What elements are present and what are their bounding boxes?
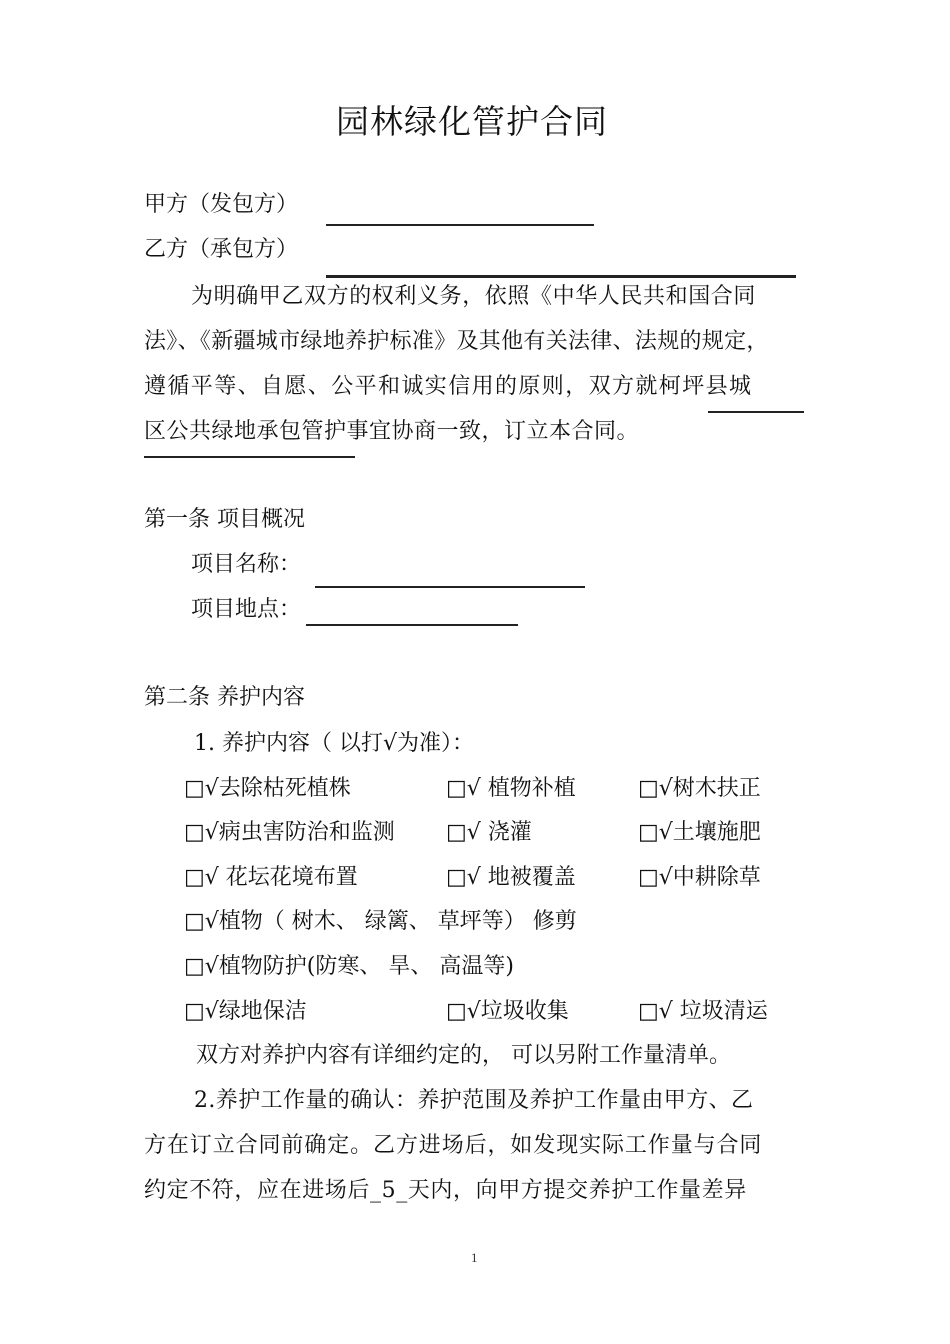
article2-item1: 1. 养护内容（ 以打√为准）： [194,731,474,756]
preamble-line-1: 为明确甲乙双方的权利义务，依照《中华人民共和国合同 [191,284,757,309]
article2-heading: 第二条 养护内容 [144,685,305,710]
checklist-item: □√ 植物补植 [446,776,576,801]
checklist-item: □√树木扶正 [638,776,761,801]
preamble-line-3: 遵循平等、自愿、公平和诚实信用的原则，双方就柯坪县城 [144,374,753,399]
article2-item2-line-1: 2.养护工作量的确认：养护范围及养护工作量由甲方、乙 [194,1088,754,1113]
project-location-blank-line [306,624,518,626]
checklist-item: □√ 地被覆盖 [446,865,576,890]
project-name-label: 项目名称： [191,552,302,577]
checklist-item: □√植物防护(防寒、 旱、 高温等) [184,954,514,979]
article2-item2-line-3: 约定不符，应在进场后_5_天内，向甲方提交养护工作量差异 [144,1178,747,1203]
preamble-line-4: 区公共绿地承包管护事宜协商一致，订立本合同。 [144,419,640,444]
page-number: 1 [471,1250,478,1265]
party-b-label: 乙方（承包方） [144,237,299,262]
project-name-blank-line [315,586,585,588]
checklist-item: □√去除枯死植株 [184,776,351,801]
project-location-label: 项目地点： [191,597,302,622]
checklist-item: □√垃圾收集 [446,999,569,1024]
checklist-item: □√土壤施肥 [638,820,761,845]
party-b-blank-line [326,275,796,278]
checklist-item: □√ 浇灌 [446,820,532,845]
checklist-item: □√植物（ 树木、 绿篱、 草坪等） 修剪 [184,909,577,934]
party-a-label: 甲方（发包方） [144,192,299,217]
article2-note: 双方对养护内容有详细约定的， 可以另附工作量清单。 [196,1043,731,1068]
article1-heading: 第一条 项目概况 [144,507,305,532]
party-a-blank-line [326,224,594,226]
preamble-underline-2 [144,456,355,458]
article2-item2-line-2: 方在订立合同前确定。乙方进场后，如发现实际工作量与合同 [144,1133,763,1158]
checklist-item: □√中耕除草 [638,865,761,890]
checklist-item: □√绿地保洁 [184,999,307,1024]
checklist-item: □√ 花坛花境布置 [184,865,358,890]
checklist-item: □√ 垃圾清运 [638,999,768,1024]
document-title: 园林绿化管护合同 [336,102,608,141]
checklist-item: □√病虫害防治和监测 [184,820,395,845]
preamble-underline-1 [708,411,804,413]
preamble-line-2: 法》、《新疆城市绿地养护标准》及其他有关法律、法规的规定， [144,329,769,354]
